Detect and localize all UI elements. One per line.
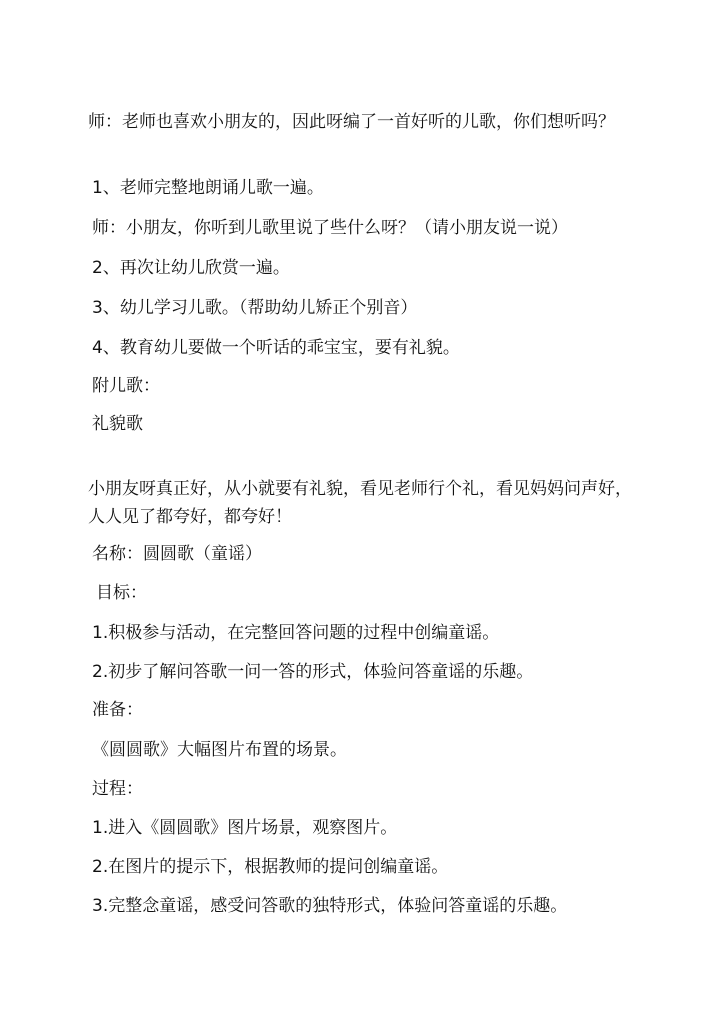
song-title: 礼貌歌 xyxy=(92,414,143,434)
step-1: 1、老师完整地朗诵儿歌一遍。 xyxy=(92,178,324,198)
name-line: 名称：圆圆歌（童谣） xyxy=(92,544,262,564)
step-4: 4、教育幼儿要做一个听话的乖宝宝，要有礼貌。 xyxy=(92,338,460,358)
process-3: 3.完整念童谣，感受问答歌的独特形式，体验问答童谣的乐趣。 xyxy=(92,896,568,916)
prep-text: 《圆圆歌》大幅图片布置的场景。 xyxy=(92,740,347,760)
process-2: 2.在图片的提示下，根据教师的提问创编童谣。 xyxy=(92,857,449,877)
goal-2: 2.初步了解问答歌一问一答的形式，体验问答童谣的乐趣。 xyxy=(92,662,534,682)
song-text: 小朋友呀真正好，从小就要有礼貌，看见老师行个礼，看见妈妈问声好，人人见了都夸好，都夸好！ xyxy=(88,479,632,527)
intro-paragraph: 师：老师也喜欢小朋友的，因此呀编了一首好听的儿歌，你们想听吗？ xyxy=(88,112,615,132)
prep-label: 准备： xyxy=(92,700,143,720)
appendix-label: 附儿歌： xyxy=(92,376,160,396)
goal-1: 1.积极参与活动，在完整回答问题的过程中创编童谣。 xyxy=(92,623,500,643)
process-label: 过程： xyxy=(92,779,143,799)
goal-label: 目标： xyxy=(96,583,147,603)
process-1: 1.进入《圆圆歌》图片场景，观察图片。 xyxy=(92,818,398,838)
step-2: 2、再次让幼儿欣赏一遍。 xyxy=(92,258,290,278)
teacher-question: 师：小朋友，你听到儿歌里说了些什么呀？（请小朋友说一说） xyxy=(92,218,568,238)
step-3: 3、幼儿学习儿歌。（帮助幼儿矫正个别音） xyxy=(92,298,418,318)
